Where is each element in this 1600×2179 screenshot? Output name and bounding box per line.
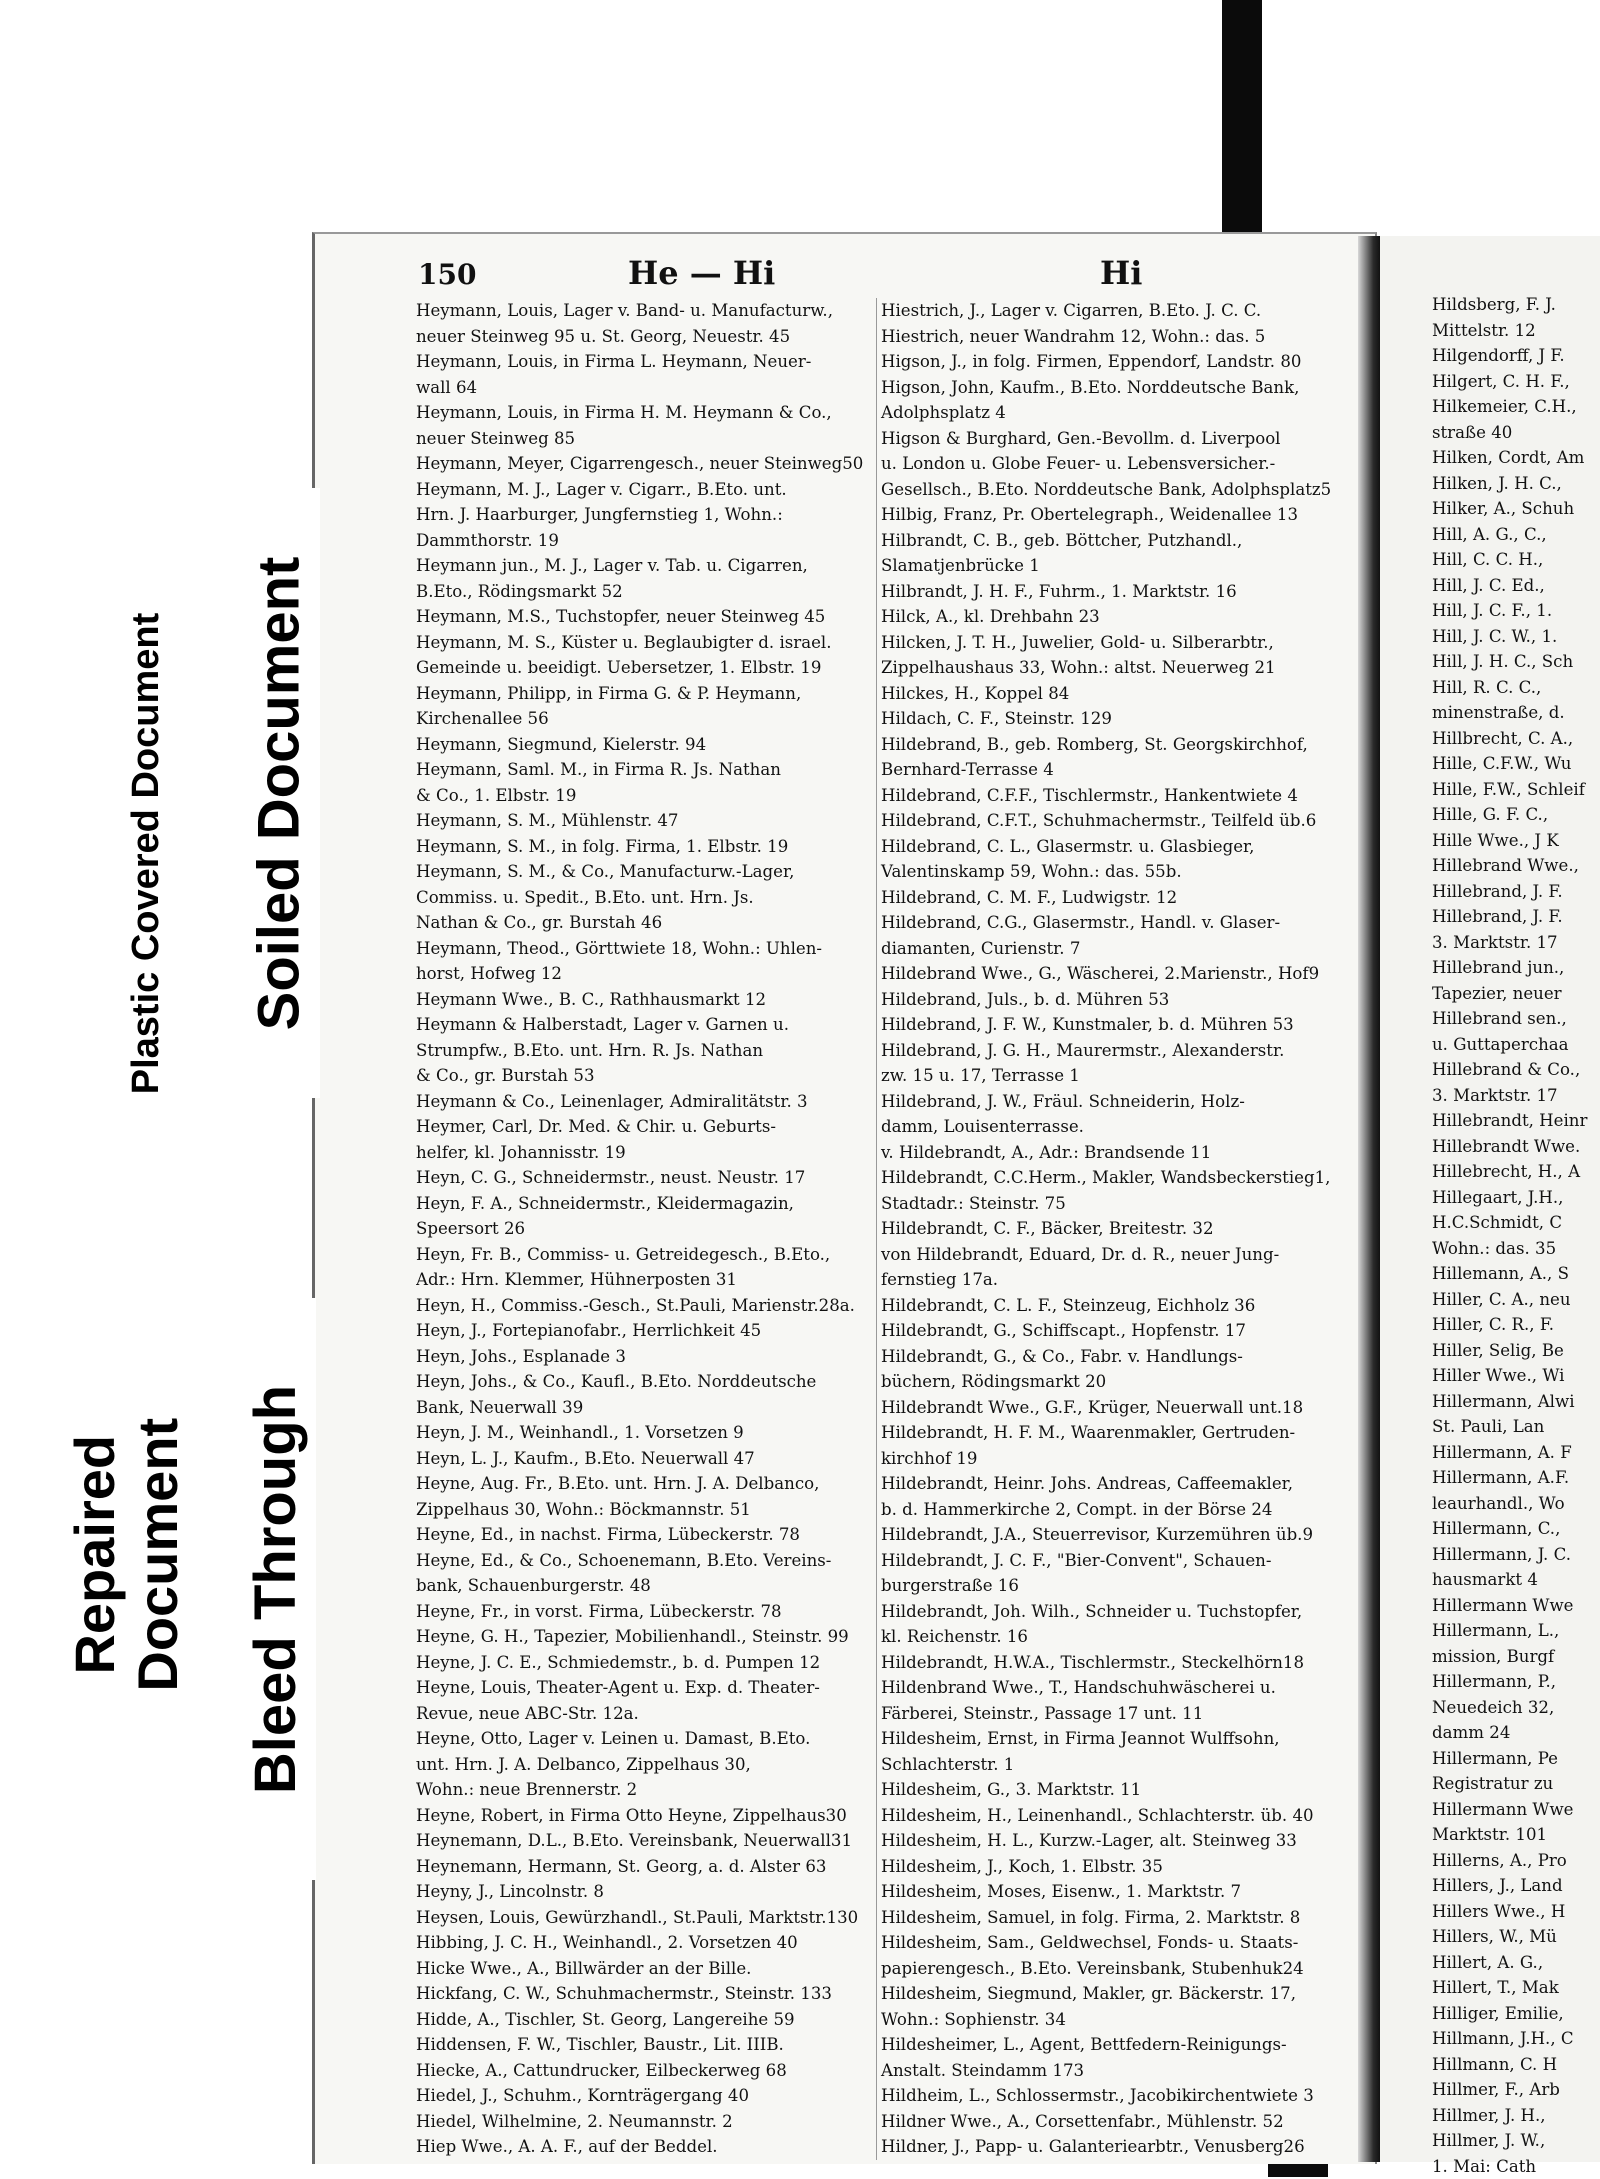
- directory-entry: Hilckes, H., Koppel 84: [881, 681, 1341, 707]
- directory-entry: damm, Louisenterrasse.: [881, 1114, 1341, 1140]
- directory-entry: Adr.: Hrn. Klemmer, Hühnerposten 31: [416, 1267, 871, 1293]
- directory-entry: Hildach, C. F., Steinstr. 129: [881, 706, 1341, 732]
- directory-entry: Hillebrand sen.,: [1432, 1006, 1600, 1032]
- directory-entry: Hille Wwe., J K: [1432, 828, 1600, 854]
- directory-entry: Hiecke, A., Cattundrucker, Eilbeckerweg 68: [416, 2058, 871, 2084]
- directory-entry: Hillermann, J. C.: [1432, 1542, 1600, 1568]
- directory-entry: Hildebrand, J. F. W., Kunstmaler, b. d. Mühren 53: [881, 1012, 1341, 1038]
- directory-entry: minenstraße, d.: [1432, 700, 1600, 726]
- directory-entry: Heyn, Johs., & Co., Kaufl., B.Eto. Norddeutsche: [416, 1369, 871, 1395]
- directory-entry: Gemeinde u. beeidigt. Uebersetzer, 1. Elbstr. 19: [416, 655, 871, 681]
- tab-label: Bleed Through: [243, 1384, 310, 1793]
- directory-entry: Hildebrand, C.G., Glasermstr., Handl. v. Glaser-: [881, 910, 1341, 936]
- directory-entry: Heymann, Theod., Görttwiete 18, Wohn.: Uhlen-: [416, 936, 871, 962]
- directory-entry: Hildsberg, F. J.: [1432, 292, 1600, 318]
- directory-entry: Hildesheim, H., Leinenhandl., Schlachterstr. üb. 40: [881, 1803, 1341, 1829]
- directory-entry: Wohn.: Sophienstr. 34: [881, 2007, 1341, 2033]
- directory-entry: Hildebrandt, Heinr. Johs. Andreas, Caffeemakler,: [881, 1471, 1341, 1497]
- directory-entry: Hildebrandt, H. F. M., Waarenmakler, Gertruden-: [881, 1420, 1341, 1446]
- directory-entry: Hildesheim, Moses, Eisenw., 1. Marktstr. 7: [881, 1879, 1341, 1905]
- directory-entry: Heyne, Ed., in nachst. Firma, Lübeckerstr. 78: [416, 1522, 871, 1548]
- directory-entry: Hiller, C. R., F.: [1432, 1312, 1600, 1338]
- directory-entry: Hildebrandt, J. C. F., "Bier-Convent", Schauen-: [881, 1548, 1341, 1574]
- directory-entry: Hildebrandt, J.A., Steuerrevisor, Kurzemühren üb.9: [881, 1522, 1341, 1548]
- directory-entry: Hidde, A., Tischler, St. Georg, Langereihe 59: [416, 2007, 871, 2033]
- directory-entry: Hilgert, C. H. F.,: [1432, 369, 1600, 395]
- tab-label: Plastic Covered Document: [126, 612, 169, 1093]
- directory-entry: Hildner Wwe., A., Corsettenfabr., Mühlenstr. 52: [881, 2109, 1341, 2135]
- directory-entry: straße 40: [1432, 420, 1600, 446]
- directory-entry: Hill, J. H. C., Sch: [1432, 649, 1600, 675]
- directory-entry: Heymann, Louis, Lager v. Band- u. Manufacturw.,: [416, 298, 871, 324]
- tab-repaired-document[interactable]: [16, 1295, 238, 1815]
- directory-entry: Hilken, Cordt, Am: [1432, 445, 1600, 471]
- directory-entry: Heymann, Saml. M., in Firma R. Js. Nathan: [416, 757, 871, 783]
- directory-entry: Hillebrand & Co.,: [1432, 1057, 1600, 1083]
- directory-entry: Kirchenallee 56: [416, 706, 871, 732]
- directory-entry: Heyn, L. J., Kaufm., B.Eto. Neuerwall 47: [416, 1446, 871, 1472]
- directory-entry: Hillermann, C.,: [1432, 1516, 1600, 1542]
- directory-entry: büchern, Rödingsmarkt 20: [881, 1369, 1341, 1395]
- directory-entry: Higson & Burghard, Gen.-Bevollm. d. Liverpool: [881, 426, 1341, 452]
- directory-entry: Hillermann, L.,: [1432, 1618, 1600, 1644]
- directory-entry: Heyn, C. G., Schneidermstr., neust. Neustr. 17: [416, 1165, 871, 1191]
- directory-entry: Nathan & Co., gr. Burstah 46: [416, 910, 871, 936]
- directory-entry: Heymann, M. J., Lager v. Cigarr., B.Eto. unt.: [416, 477, 871, 503]
- directory-entry: Hiller Wwe., Wi: [1432, 1363, 1600, 1389]
- directory-entry: von Hildebrandt, Eduard, Dr. d. R., neuer Jung-: [881, 1242, 1341, 1268]
- directory-entry: Hillmer, J. W.,: [1432, 2128, 1600, 2154]
- directory-entry: Hibbing, J. C. H., Weinhandl., 2. Vorsetzen 40: [416, 1930, 871, 1956]
- directory-entry: Heymann, S. M., Mühlenstr. 47: [416, 808, 871, 834]
- directory-entry: papierengesch., B.Eto. Vereinsbank, Stubenhuk24: [881, 1956, 1341, 1982]
- directory-entry: Heymann, M.S., Tuchstopfer, neuer Steinweg 45: [416, 604, 871, 630]
- directory-entry: Commiss. u. Spedit., B.Eto. unt. Hrn. Js.: [416, 885, 871, 911]
- directory-entry: hausmarkt 4: [1432, 1567, 1600, 1593]
- directory-entry: Hillebrand, J. F.: [1432, 904, 1600, 930]
- directory-entry: Heymann, Meyer, Cigarrengesch., neuer Steinweg50: [416, 451, 871, 477]
- directory-entry: Hilbig, Franz, Pr. Obertelegraph., Weidenallee 13: [881, 502, 1341, 528]
- directory-entry: Heymann, S. M., in folg. Firma, 1. Elbstr. 19: [416, 834, 871, 860]
- directory-entry: Mittelstr. 12: [1432, 318, 1600, 344]
- right-column: [876, 298, 1341, 2160]
- directory-entry: Hiddensen, F. W., Tischler, Baustr., Lit. IIIB.: [416, 2032, 871, 2058]
- directory-entry: Heymann, Philipp, in Firma G. & P. Heymann,: [416, 681, 871, 707]
- directory-entry: Hildebrand, J. G. H., Maurermstr., Alexanderstr.: [881, 1038, 1341, 1064]
- directory-entry: Hillegaart, J.H.,: [1432, 1185, 1600, 1211]
- directory-entry: Hill, J. C. Ed.,: [1432, 573, 1600, 599]
- directory-entry: Heymann, Siegmund, Kielerstr. 94: [416, 732, 871, 758]
- directory-entry: Hill, A. G., C.,: [1432, 522, 1600, 548]
- directory-entry: neuer Steinweg 95 u. St. Georg, Neuestr. 45: [416, 324, 871, 350]
- directory-entry: Hildebrand, Juls., b. d. Mühren 53: [881, 987, 1341, 1013]
- directory-entry: Hildebrand, C. L., Glasermstr. u. Glasbieger,: [881, 834, 1341, 860]
- tab-soiled-document[interactable]: [238, 488, 320, 1098]
- page-title: He — Hi: [628, 254, 775, 292]
- directory-entry: Adolphsplatz 4: [881, 400, 1341, 426]
- directory-entry: Hillmer, J. H.,: [1432, 2103, 1600, 2129]
- directory-entry: mission, Burgf: [1432, 1644, 1600, 1670]
- directory-entry: Hillers, W., Mü: [1432, 1924, 1600, 1950]
- directory-entry: Hicke Wwe., A., Billwärder an der Bille.: [416, 1956, 871, 1982]
- directory-entry: wall 64: [416, 375, 871, 401]
- directory-entry: Hillert, T., Mak: [1432, 1975, 1600, 2001]
- directory-entry: Hiep Wwe., A. A. F., auf der Beddel.: [416, 2134, 871, 2160]
- directory-entry: Hildebrand, J. W., Fräul. Schneiderin, Holz-: [881, 1089, 1341, 1115]
- directory-entry: Heynemann, D.L., B.Eto. Vereinsbank, Neuerwall31: [416, 1828, 871, 1854]
- directory-entry: Hiller, Selig, Be: [1432, 1338, 1600, 1364]
- directory-entry: Hickfang, C. W., Schuhmachermstr., Steinstr. 133: [416, 1981, 871, 2007]
- directory-entry: Heyne, Fr., in vorst. Firma, Lübeckerstr. 78: [416, 1599, 871, 1625]
- directory-entry: Registratur zu: [1432, 1771, 1600, 1797]
- directory-entry: Hildebrand, B., geb. Romberg, St. Georgskirchhof,: [881, 732, 1341, 758]
- directory-entry: Hillers Wwe., H: [1432, 1899, 1600, 1925]
- directory-entry: Slamatjenbrücke 1: [881, 553, 1341, 579]
- directory-entry: Hilker, A., Schuh: [1432, 496, 1600, 522]
- directory-entry: Heysen, Louis, Gewürzhandl., St.Pauli, Marktstr.130: [416, 1905, 871, 1931]
- directory-entry: Hildebrand, C. M. F., Ludwigstr. 12: [881, 885, 1341, 911]
- directory-entry: bank, Schauenburgerstr. 48: [416, 1573, 871, 1599]
- directory-entry: helfer, kl. Johannisstr. 19: [416, 1140, 871, 1166]
- directory-entry: u. Guttaperchaa: [1432, 1032, 1600, 1058]
- directory-entry: Hill, R. C. C.,: [1432, 675, 1600, 701]
- directory-entry: Hildesheim, Sam., Geldwechsel, Fonds- u. Staats-: [881, 1930, 1341, 1956]
- directory-entry: Heyne, J. C. E., Schmiedemstr., b. d. Pumpen 12: [416, 1650, 871, 1676]
- directory-entry: Hiedel, J., Schuhm., Kornträgergang 40: [416, 2083, 871, 2109]
- directory-entry: Hildesheim, G., 3. Marktstr. 11: [881, 1777, 1341, 1803]
- directory-entry: Heyne, Aug. Fr., B.Eto. unt. Hrn. J. A. Delbanco,: [416, 1471, 871, 1497]
- directory-entry: leaurhandl., Wo: [1432, 1491, 1600, 1517]
- directory-entry: Hilliger, Emilie,: [1432, 2001, 1600, 2027]
- directory-entry: 3. Marktstr. 17: [1432, 1083, 1600, 1109]
- directory-entry: fernstieg 17a.: [881, 1267, 1341, 1293]
- directory-entry: Hildebrandt Wwe., G.F., Krüger, Neuerwall unt.18: [881, 1395, 1341, 1421]
- directory-entry: Hill, J. C. W., 1.: [1432, 624, 1600, 650]
- directory-entry: St. Pauli, Lan: [1432, 1414, 1600, 1440]
- directory-entry: Gesellsch., B.Eto. Norddeutsche Bank, Adolphsplatz5: [881, 477, 1341, 503]
- directory-entry: damm 24: [1432, 1720, 1600, 1746]
- directory-entry: b. d. Hammerkirche 2, Compt. in der Börse 24: [881, 1497, 1341, 1523]
- directory-entry: kl. Reichenstr. 16: [881, 1624, 1341, 1650]
- directory-entry: Hill, C. C. H.,: [1432, 547, 1600, 573]
- directory-entry: u. London u. Globe Feuer- u. Lebensversicher.-: [881, 451, 1341, 477]
- directory-entry: Hildebrandt, C. F., Bäcker, Breitestr. 32: [881, 1216, 1341, 1242]
- directory-entry: Hillermann, P.,: [1432, 1669, 1600, 1695]
- directory-entry: Heymann, Louis, in Firma H. M. Heymann & Co.,: [416, 400, 871, 426]
- directory-entry: Stadtadr.: Steinstr. 75: [881, 1191, 1341, 1217]
- directory-entry: Zippelhaus 30, Wohn.: Böckmannstr. 51: [416, 1497, 871, 1523]
- page-number: 150: [418, 258, 476, 291]
- directory-entry: kirchhof 19: [881, 1446, 1341, 1472]
- directory-entry: Hiestrich, J., Lager v. Cigarren, B.Eto. J. C. C.: [881, 298, 1341, 324]
- directory-entry: Heyne, Louis, Theater-Agent u. Exp. d. Theater-: [416, 1675, 871, 1701]
- directory-entry: diamanten, Curienstr. 7: [881, 936, 1341, 962]
- directory-entry: Hillbrecht, C. A.,: [1432, 726, 1600, 752]
- directory-entry: Hilcken, J. T. H., Juwelier, Gold- u. Silberarbtr.,: [881, 630, 1341, 656]
- directory-entry: Hildesheim, J., Koch, 1. Elbstr. 35: [881, 1854, 1341, 1880]
- directory-entry: Heymann, M. S., Küster u. Beglaubigter d. israel.: [416, 630, 871, 656]
- directory-entry: Hillermann, Pe: [1432, 1746, 1600, 1772]
- directory-entry: Marktstr. 101: [1432, 1822, 1600, 1848]
- directory-entry: Heyn, F. A., Schneidermstr., Kleidermagazin,: [416, 1191, 871, 1217]
- directory-entry: Heyn, J., Fortepianofabr., Herrlichkeit 45: [416, 1318, 871, 1344]
- directory-entry: Heymann jun., M. J., Lager v. Tab. u. Cigarren,: [416, 553, 871, 579]
- directory-entry: & Co., gr. Burstah 53: [416, 1063, 871, 1089]
- directory-entry: Neuedeich 32,: [1432, 1695, 1600, 1721]
- directory-entry: Heyny, J., Lincolnstr. 8: [416, 1879, 871, 1905]
- directory-entry: Zippelhaushaus 33, Wohn.: altst. Neuerweg 21: [881, 655, 1341, 681]
- directory-entry: Heyne, Ed., & Co., Schoenemann, B.Eto. Vereins-: [416, 1548, 871, 1574]
- directory-entry: 3. Marktstr. 17: [1432, 930, 1600, 956]
- tab-label: Soiled Document: [246, 556, 313, 1030]
- next-page-column: [1432, 292, 1600, 2179]
- directory-entry: Hille, G. F. C.,: [1432, 802, 1600, 828]
- directory-entry: Hille, F.W., Schleif: [1432, 777, 1600, 803]
- directory-entry: Hillermann, A.F.: [1432, 1465, 1600, 1491]
- directory-entry: Hillebrand jun.,: [1432, 955, 1600, 981]
- directory-entry: Hildesheim, H. L., Kurzw.-Lager, alt. Steinweg 33: [881, 1828, 1341, 1854]
- directory-entry: Hillermann Wwe: [1432, 1593, 1600, 1619]
- directory-entry: Hillebrand Wwe.,: [1432, 853, 1600, 879]
- binding-strip-top: [1222, 0, 1262, 232]
- directory-entry: Hillermann, A. F: [1432, 1440, 1600, 1466]
- directory-entry: Hillermann Wwe: [1432, 1797, 1600, 1823]
- directory-entry: Hillert, A. G.,: [1432, 1950, 1600, 1976]
- directory-entry: B.Eto., Rödingsmarkt 52: [416, 579, 871, 605]
- directory-entry: zw. 15 u. 17, Terrasse 1: [881, 1063, 1341, 1089]
- directory-entry: v. Hildebrandt, A., Adr.: Brandsende 11: [881, 1140, 1341, 1166]
- directory-entry: H.C.Schmidt, C: [1432, 1210, 1600, 1236]
- directory-entry: Hilbrandt, C. B., geb. Böttcher, Putzhandl.,: [881, 528, 1341, 554]
- directory-entry: Valentinskamp 59, Wohn.: das. 55b.: [881, 859, 1341, 885]
- directory-entry: Bernhard-Terrasse 4: [881, 757, 1341, 783]
- directory-entry: Heymann, Louis, in Firma L. Heymann, Neuer-: [416, 349, 871, 375]
- directory-entry: Färberei, Steinstr., Passage 17 unt. 11: [881, 1701, 1341, 1727]
- directory-entry: Hildebrandt, Joh. Wilh., Schneider u. Tuchstopfer,: [881, 1599, 1341, 1625]
- directory-entry: Wohn.: das. 35: [1432, 1236, 1600, 1262]
- left-column: [416, 298, 871, 2160]
- directory-entry: Hildner, J., Papp- u. Galanteriearbtr., Venusberg26: [881, 2134, 1341, 2160]
- directory-entry: Hiestrich, neuer Wandrahm 12, Wohn.: das. 5: [881, 324, 1341, 350]
- directory-entry: Hille, C.F.W., Wu: [1432, 751, 1600, 777]
- directory-entry: Hildebrandt, H.W.A., Tischlermstr., Steckelhörn18: [881, 1650, 1341, 1676]
- directory-entry: Hillmann, C. H: [1432, 2052, 1600, 2078]
- directory-entry: Hildesheimer, L., Agent, Bettfedern-Reinigungs-: [881, 2032, 1341, 2058]
- directory-entry: Hilken, J. H. C.,: [1432, 471, 1600, 497]
- directory-entry: Hilck, A., kl. Drehbahn 23: [881, 604, 1341, 630]
- directory-entry: Hrn. J. Haarburger, Jungfernstieg 1, Wohn.:: [416, 502, 871, 528]
- directory-entry: Heyn, J. M., Weinhandl., 1. Vorsetzen 9: [416, 1420, 871, 1446]
- page-gutter: [1358, 236, 1380, 2162]
- directory-entry: Hillebrand, J. F.: [1432, 879, 1600, 905]
- directory-entry: Speersort 26: [416, 1216, 871, 1242]
- directory-entry: Hillers, J., Land: [1432, 1873, 1600, 1899]
- directory-entry: Heynemann, Hermann, St. Georg, a. d. Alster 63: [416, 1854, 871, 1880]
- directory-entry: Hilgendorff, J F.: [1432, 343, 1600, 369]
- directory-entry: Heymann & Halberstadt, Lager v. Garnen u.: [416, 1012, 871, 1038]
- directory-entry: & Co., 1. Elbstr. 19: [416, 783, 871, 809]
- directory-entry: Hildheim, L., Schlossermstr., Jacobikirchentwiete 3: [881, 2083, 1341, 2109]
- column-letter: Hi: [1100, 254, 1142, 292]
- directory-entry: Hildebrandt, C. L. F., Steinzeug, Eichholz 36: [881, 1293, 1341, 1319]
- directory-entry: Heymann & Co., Leinenlager, Admiralitätstr. 3: [416, 1089, 871, 1115]
- directory-entry: Hillemann, A., S: [1432, 1261, 1600, 1287]
- directory-entry: Tapezier, neuer: [1432, 981, 1600, 1007]
- directory-entry: 1. Mai: Cath: [1432, 2154, 1600, 2179]
- directory-entry: Hilbrandt, J. H. F., Fuhrm., 1. Marktstr. 16: [881, 579, 1341, 605]
- directory-entry: burgerstraße 16: [881, 1573, 1341, 1599]
- directory-entry: Heyne, Robert, in Firma Otto Heyne, Zippelhaus30: [416, 1803, 871, 1829]
- directory-entry: Hiedel, Wilhelmine, 2. Neumannstr. 2: [416, 2109, 871, 2135]
- tab-plastic-covered-document[interactable]: [112, 548, 182, 1158]
- directory-entry: Heymer, Carl, Dr. Med. & Chir. u. Geburts-: [416, 1114, 871, 1140]
- page-header: [418, 254, 1572, 296]
- directory-entry: Hillmer, F., Arb: [1432, 2077, 1600, 2103]
- directory-entry: Anstalt. Steindamm 173: [881, 2058, 1341, 2084]
- directory-entry: unt. Hrn. J. A. Delbanco, Zippelhaus 30,: [416, 1752, 871, 1778]
- directory-entry: Heymann, S. M., & Co., Manufacturw.-Lager,: [416, 859, 871, 885]
- directory-entry: Higson, J., in folg. Firmen, Eppendorf, Landstr. 80: [881, 349, 1341, 375]
- directory-entry: Hildenbrand Wwe., T., Handschuhwäscherei u.: [881, 1675, 1341, 1701]
- directory-entry: Hildebrand, C.F.F., Tischlermstr., Hankentwiete 4: [881, 783, 1341, 809]
- directory-entry: Heymann Wwe., B. C., Rathhausmarkt 12: [416, 987, 871, 1013]
- directory-entry: Dammthorstr. 19: [416, 528, 871, 554]
- directory-entry: Strumpfw., B.Eto. unt. Hrn. R. Js. Nathan: [416, 1038, 871, 1064]
- directory-entry: Hildebrandt, C.C.Herm., Makler, Wandsbeckerstieg1,: [881, 1165, 1341, 1191]
- directory-entry: Hildesheim, Ernst, in Firma Jeannot Wulffsohn,: [881, 1726, 1341, 1752]
- directory-entry: Schlachterstr. 1: [881, 1752, 1341, 1778]
- directory-entry: Heyn, H., Commiss.-Gesch., St.Pauli, Marienstr.28a.: [416, 1293, 871, 1319]
- directory-entry: Hillmann, J.H., C: [1432, 2026, 1600, 2052]
- directory-entry: Hiller, C. A., neu: [1432, 1287, 1600, 1313]
- directory-entry: Heyne, G. H., Tapezier, Mobilienhandl., Steinstr. 99: [416, 1624, 871, 1650]
- directory-entry: Hillebrandt, Heinr: [1432, 1108, 1600, 1134]
- directory-entry: Hildesheim, Samuel, in folg. Firma, 2. Marktstr. 8: [881, 1905, 1341, 1931]
- directory-entry: Hillebrandt Wwe.: [1432, 1134, 1600, 1160]
- directory-entry: Hildebrandt, G., & Co., Fabr. v. Handlungs-: [881, 1344, 1341, 1370]
- directory-entry: Heyn, Fr. B., Commiss- u. Getreidegesch., B.Eto.,: [416, 1242, 871, 1268]
- directory-entry: Hill, J. C. F., 1.: [1432, 598, 1600, 624]
- directory-entry: Heyn, Johs., Esplanade 3: [416, 1344, 871, 1370]
- tab-label: Repaired Document: [64, 1418, 189, 1692]
- directory-entry: Hildesheim, Siegmund, Makler, gr. Bäckerstr. 17,: [881, 1981, 1341, 2007]
- directory-entry: Heyne, Otto, Lager v. Leinen u. Damast, B.Eto.: [416, 1726, 871, 1752]
- directory-entry: Hildebrand Wwe., G., Wäscherei, 2.Marienstr., Hof9: [881, 961, 1341, 987]
- directory-entry: Higson, John, Kaufm., B.Eto. Norddeutsche Bank,: [881, 375, 1341, 401]
- directory-entry: Wohn.: neue Brennerstr. 2: [416, 1777, 871, 1803]
- directory-entry: Hilkemeier, C.H.,: [1432, 394, 1600, 420]
- directory-entry: neuer Steinweg 85: [416, 426, 871, 452]
- directory-entry: Hildebrand, C.F.T., Schuhmachermstr., Teilfeld üb.6: [881, 808, 1341, 834]
- directory-entry: Revue, neue ABC-Str. 12a.: [416, 1701, 871, 1727]
- directory-entry: Hildebrandt, G., Schiffscapt., Hopfenstr. 17: [881, 1318, 1341, 1344]
- directory-entry: Hillermann, Alwi: [1432, 1389, 1600, 1415]
- directory-entry: Hillerns, A., Pro: [1432, 1848, 1600, 1874]
- directory-entry: Hillebrecht, H., A: [1432, 1159, 1600, 1185]
- tab-bleed-through[interactable]: [236, 1298, 316, 1880]
- directory-entry: horst, Hofweg 12: [416, 961, 871, 987]
- directory-entry: Bank, Neuerwall 39: [416, 1395, 871, 1421]
